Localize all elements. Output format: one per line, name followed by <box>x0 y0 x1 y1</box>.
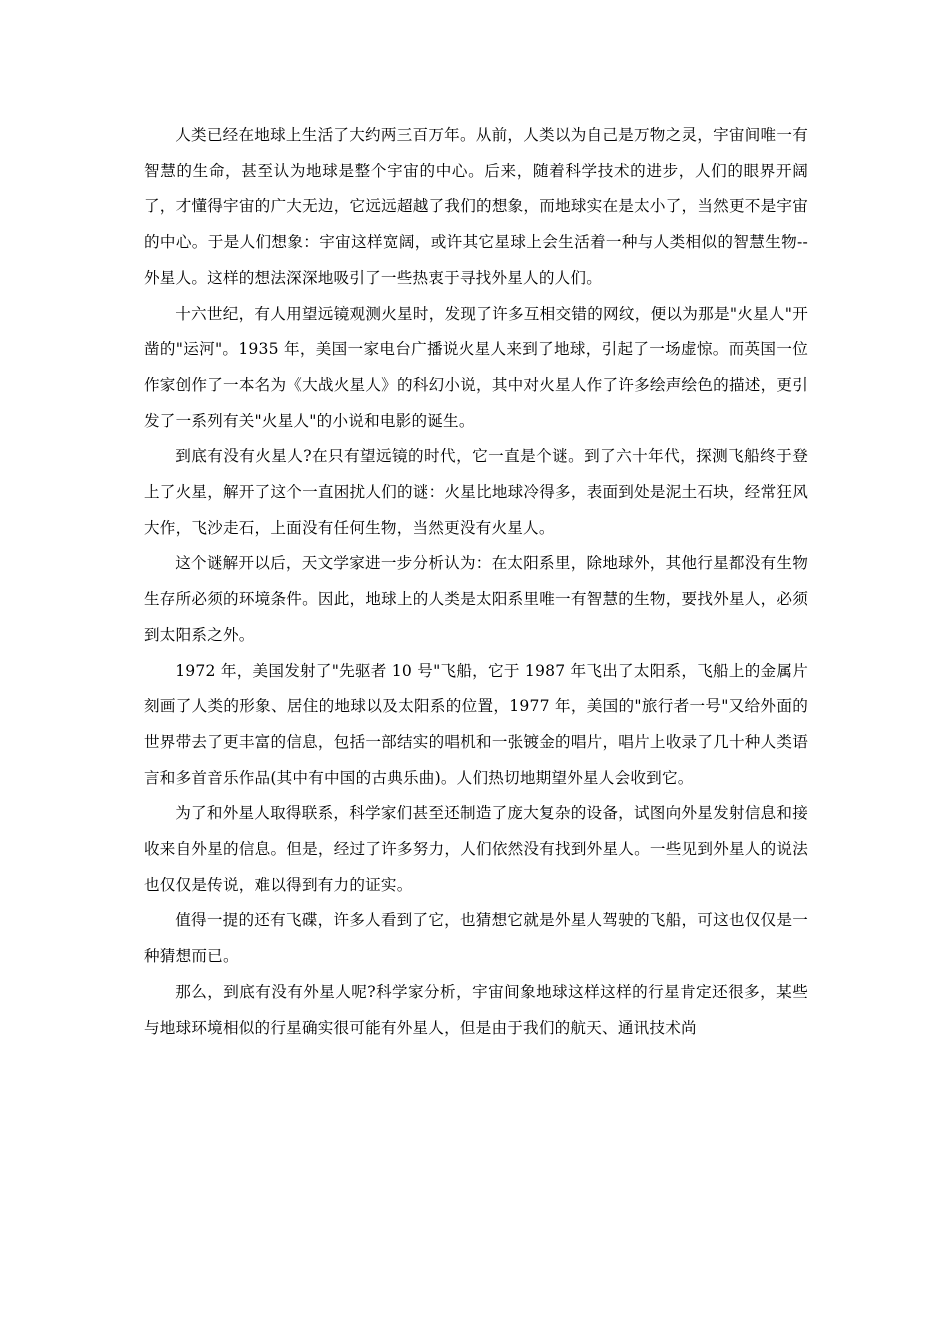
paragraph-4: 这个谜解开以后，天文学家进一步分析认为：在太阳系里，除地球外，其他行星都没有生物生存所必须的环境条件。因此，地球上的人类是太阳系里唯一有智慧的生物，要找外星人，必须到太阳系之外。 <box>144 554 808 644</box>
paragraph-3: 到底有没有火星人?在只有望远镜的时代，它一直是个谜。到了六十年代，探测飞船终于登上了火星，解开了这个一直困扰人们的谜：火星比地球冷得多，表面到处是泥土石块，经常狂风大作，飞沙走石，上面没有任何生物，当然更没有火星人。 <box>144 447 808 537</box>
paragraph-1: 人类已经在地球上生活了大约两三百万年。从前，人类以为自己是万物之灵，宇宙间唯一有智慧的生命，甚至认为地球是整个宇宙的中心。后来，随着科学技术的进步，人们的眼界开阔了，才懂得宇宙的广大无边，它远远超越了我们的想象，而地球实在是太小了，当然更不是宇宙的中心。于是人们想象：宇宙这样宽阔，或许其它星球上会生活着一种与人类相似的智慧生物--外星人。这样的想法深深地吸引了一些热衷于寻找外星人的人们。 <box>144 126 808 287</box>
paragraph-8: 那么，到底有没有外星人呢?科学家分析，宇宙间象地球这样这样的行星肯定还很多，某些与地球环境相似的行星确实很可能有外星人，但是由于我们的航天、通讯技术尚 <box>144 982 808 1037</box>
paragraph-7: 值得一提的还有飞碟，许多人看到了它，也猜想它就是外星人驾驶的飞船，可这也仅仅是一种猜想而已。 <box>144 911 808 966</box>
paragraph-6: 为了和外星人取得联系，科学家们甚至还制造了庞大复杂的设备，试图向外星发射信息和接收来自外星的信息。但是，经过了许多努力，人们依然没有找到外星人。一些见到外星人的说法也仅仅是传说，难以得到有力的证实。 <box>144 804 808 894</box>
paragraph-2: 十六世纪，有人用望远镜观测火星时，发现了许多互相交错的网纹，便以为那是"火星人"开凿的"运河"。1935 年，美国一家电台广播说火星人来到了地球，引起了一场虚惊。而英国一位作家创作了一本名为《大战火星人》的科幻小说，其中对火星人作了许多绘声绘色的描述，更引发了一系列有关"火星人"的小说和电影的诞生。 <box>144 304 808 430</box>
document-page <box>144 118 808 1046</box>
paragraph-5: 1972 年，美国发射了"先驱者 10 号"飞船，它于 1987 年飞出了太阳系，飞船上的金属片刻画了人类的形象、居住的地球以及太阳系的位置，1977 年，美国的"旅行者一号"又给外面的世界带去了更丰富的信息，包括一部结实的唱机和一张镀金的唱片，唱片上收录了几十种人类语言和多首音乐作品(其中有中国的古典乐曲)。人们热切地期望外星人会收到它。 <box>144 661 808 787</box>
